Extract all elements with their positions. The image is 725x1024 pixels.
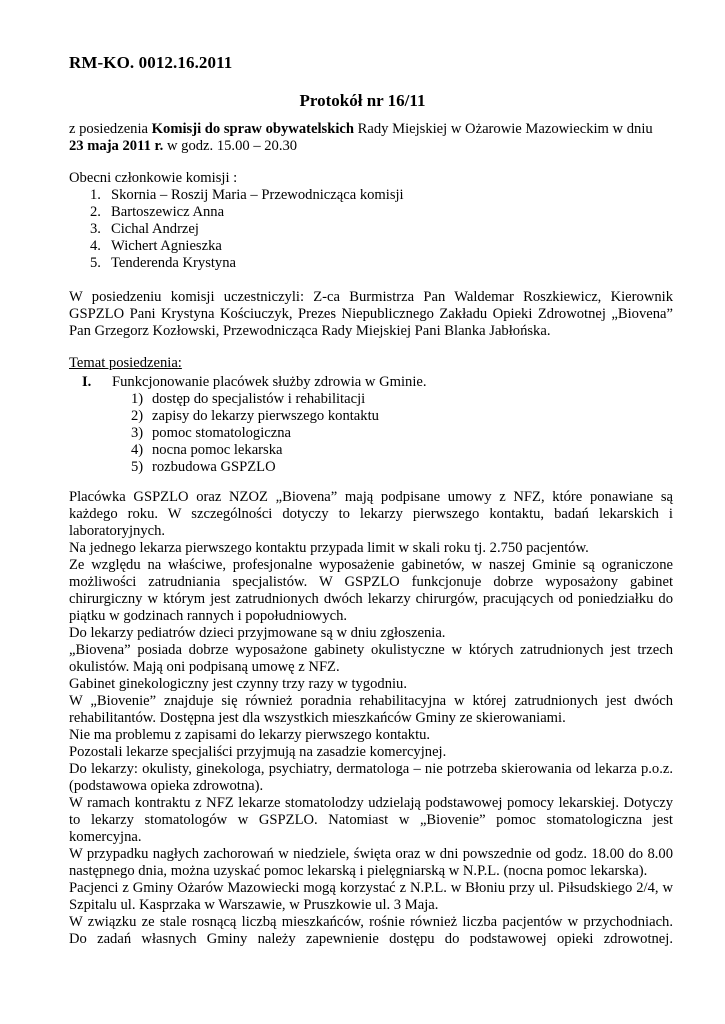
intro-line-1 [69,121,673,138]
meeting-time: w godz. 15.00 – 20.30 [163,138,298,154]
body-line: Nie ma problemu z zapisami do lekarzy pierwszego kontaktu. [69,727,431,743]
body-line: możliwości zatrudniania specjalistów. W GSPZLO funkcjonuje dobrze wyposażony gabinet [69,574,673,590]
subtopic-item [131,408,379,425]
intro-prefix: z posiedzenia [69,121,152,137]
body-line: to lekarzy stomatologów w GSPZLO. Natomiast w „Biovenie” pomoc stomatologiczna jest [69,812,673,828]
topic-heading: Temat posiedzenia: [69,355,182,371]
body-line: chirurgiczny w którym jest zatrudnionych dwóch lekarzy chirurgów, pracujących od poniedziałku do [69,591,673,607]
subtopics-list [131,391,379,476]
body-line: (podstawowa opieka zdrowotna). [69,778,264,794]
member-number: 2. [90,204,101,220]
subtopic-number: 2) [131,408,144,424]
subtopic-number: 5) [131,459,144,475]
committee-name: Komisji do spraw obywatelskich [151,121,354,137]
body-line: rehabilitantów. Dostępna jest dla wszystkich mieszkańców Gminy ze skierowaniami. [69,710,566,726]
body-line: komercyjna. [69,829,142,845]
body-line: Szpitalu ul. Kasprzaka w Warszawie, w Pruszkowie ul. 3 Maja. [69,897,439,913]
member-name: Wichert Agnieszka [111,238,222,254]
member-item [90,187,404,204]
member-name: Bartoszewicz Anna [111,204,225,220]
subtopic-text: dostęp do specjalistów i rehabilitacji [152,391,366,407]
subtopic-item [131,442,379,459]
subtopic-number: 1) [131,391,144,407]
body-line: Pozostali lekarze specjaliści przyjmują na zasadzie komercyjnej. [69,744,447,760]
subtopic-text: zapisy do lekarzy pierwszego kontaktu [152,408,379,424]
participants-paragraph [69,289,673,340]
subtopic-text: rozbudowa GSPZLO [152,459,276,475]
participants-line: GSPZLO Pani Krystyna Kościuczyk, Prezes Niepublicznego Zakładu Opieki Zdrowotnej „Biovena” [69,306,673,322]
member-item [90,204,404,221]
body-line: następnego dnia, można uzyskać pomoc lekarską i pielęgniarską w N.P.L. (nocna pomoc lekarska). [69,863,648,879]
intro-middle: Rady Miejskiej w Ożarowie Mazowieckim w dniu [353,121,653,137]
subtopic-number: 3) [131,425,144,441]
subtopic-text: nocna pomoc lekarska [152,442,283,458]
member-name: Cichal Andrzej [111,221,199,237]
body-line: każdego roku. W szczególności dotyczy to lekarzy pierwszego kontaktu, badań lekarskich i [69,506,673,522]
body-line: W ramach kontraktu z NFZ lekarze stomatolodzy udzielają podstawowej pomocy lekarskiej. Dotyczy [69,795,673,811]
body-line: piątku w godzinach rannych i popołudniowych. [69,608,348,624]
body-text [69,489,673,948]
member-number: 3. [90,221,101,237]
subtopic-text: pomoc stomatologiczna [152,425,292,441]
member-item [90,255,404,272]
intro-line-2 [69,138,673,155]
members-heading: Obecni członkowie komisji : [69,170,238,186]
participants-line: W posiedzeniu komisji uczestniczyli: Z-ca Burmistrza Pan Waldemar Roszkiewicz, Kierownik [69,289,673,305]
protocol-title: Protokół nr 16/11 [299,91,426,110]
subtopic-item [131,425,379,442]
subtopic-item [131,391,379,408]
body-line: Pacjenci z Gminy Ożarów Mazowiecki mogą korzystać z N.P.L. w Błoniu przy ul. Piłsudskiego 2/4, w [69,880,673,896]
topic-roman-numeral: I. [82,374,92,390]
body-line: „Biovena” posiada dobrze wyposażone gabinety okulistyczne w których zatrudnionych jest trzech [69,642,673,658]
member-name: Skornia – Roszij Maria – Przewodnicząca komisji [111,187,404,203]
body-line: Do zadań własnych Gminy należy zapewnienie dostępu do podstawowej opieki zdrowotnej. [69,931,673,947]
body-line: Placówka GSPZLO oraz NZOZ „Biovena” mają podpisane umowy z NFZ, które ponawiane są [69,489,673,505]
body-line: Gabinet ginekologiczny jest czynny trzy razy w tygodniu. [69,676,407,692]
members-list [90,187,404,272]
body-line: W „Biovenie” znajduje się również poradnia rehabilitacyjna w której zatrudnionych jest dwóch [69,693,673,709]
body-line: Ze względu na właściwe, profesjonalne wyposażenie gabinetów, w naszej Gminie są ograniczone [69,557,673,573]
subtopic-item [131,459,379,476]
member-number: 5. [90,255,101,271]
body-line: Na jednego lekarza pierwszego kontaktu przypada limit w skali roku tj. 2.750 pacjentów. [69,540,589,556]
meeting-date: 23 maja 2011 r. [69,138,164,154]
body-line: laboratoryjnych. [69,523,166,539]
body-line: Do lekarzy pediatrów dzieci przyjmowane są w dniu zgłoszenia. [69,625,446,641]
member-name: Tenderenda Krystyna [111,255,237,271]
member-number: 1. [90,187,101,203]
member-item [90,221,404,238]
participants-line: Pan Grzegorz Kozłowski, Przewodnicząca Rady Miejskiej Pani Blanka Jabłońska. [69,323,551,339]
topic-main: Funkcjonowanie placówek służby zdrowia w Gminie. [112,374,427,390]
intro-paragraph [69,121,673,155]
body-line: okulistów. Mają oni podpisaną umowę z NFZ. [69,659,340,675]
member-item [90,238,404,255]
subtopic-number: 4) [131,442,144,458]
member-number: 4. [90,238,101,254]
body-line: W przypadku nagłych zachorowań w niedziele, święta oraz w dni powszednie od godz. 18.00 do 8.00 [69,846,673,862]
body-line: W związku ze stale rosnącą liczbą mieszkańców, rośnie również liczba pacjentów w przychodniach. [69,914,673,930]
body-line: Do lekarzy: okulisty, ginekologa, psychiatry, dermatologa – nie potrzeba skierowania od lekarza p.o.z. [69,761,673,777]
document-reference: RM-KO. 0012.16.2011 [69,53,233,72]
